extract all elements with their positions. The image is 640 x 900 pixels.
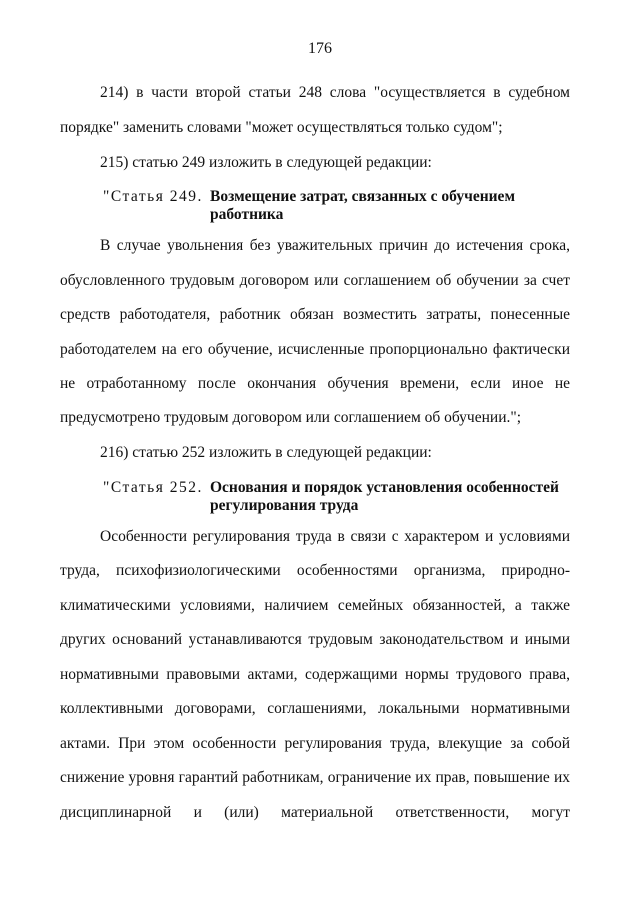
article-252-label: "Статья 252. [103, 479, 203, 496]
clause-214-line-2: порядке" заменить словами "может осуществляться только судом"; [60, 119, 503, 136]
article-252-text-line-6: коллективными договорами, соглашениями, локальными нормативными [60, 700, 570, 717]
article-249-text-line-6: предусмотрено трудовым договором или соглашением об обучении."; [60, 409, 522, 426]
article-249-text-line-1: В случае увольнения без уважительных причин до истечения срока, [100, 237, 570, 254]
article-252-text-line-9: дисциплинарной и (или) материальной ответственности, могут [60, 804, 570, 821]
article-252-text-line-3: климатическими условиями, наличием семейных обязанностей, а также [60, 597, 570, 614]
clause-216: 216) статью 252 изложить в следующей редакции: [100, 444, 432, 461]
article-249-title: Возмещение затрат, связанных с обучением работника [210, 188, 515, 223]
article-252-title: Основания и порядок установления особенностей регулирования труда [210, 479, 559, 514]
article-252-text-line-4: других оснований устанавливаются трудовым законодательством и иными [60, 631, 570, 648]
clause-214-line-1: 214) в части второй статьи 248 слова "осуществляется в судебном [100, 84, 570, 101]
article-252-text-line-5: нормативными правовыми актами, содержащими нормы трудового права, [60, 666, 570, 683]
article-249-text-line-5: не отработанному после окончания обучения времени, если иное не [60, 375, 570, 392]
article-252-text-line-2: труда, психофизиологическими особенностями организма, природно- [60, 562, 570, 579]
article-249-text-line-4: работодателем на его обучение, исчисленные пропорционально фактически [60, 341, 570, 358]
article-252-text-line-8: снижение уровня гарантий работникам, ограничение их прав, повышение их [60, 769, 570, 786]
article-249-text-line-3: средств работодателя, работник обязан возместить затраты, понесенные [60, 306, 570, 323]
article-252-text-line-1: Особенности регулирования труда в связи с характером и условиями [100, 528, 570, 545]
article-249-text-line-2: обусловленного трудовым договором или соглашением об обучении за счет [60, 272, 570, 289]
article-252-text-line-7: актами. При этом особенности регулирования труда, влекущие за собой [60, 735, 570, 752]
article-249-label: "Статья 249. [103, 188, 203, 205]
clause-215: 215) статью 249 изложить в следующей редакции: [100, 154, 432, 171]
page-number: 176 [308, 40, 332, 57]
